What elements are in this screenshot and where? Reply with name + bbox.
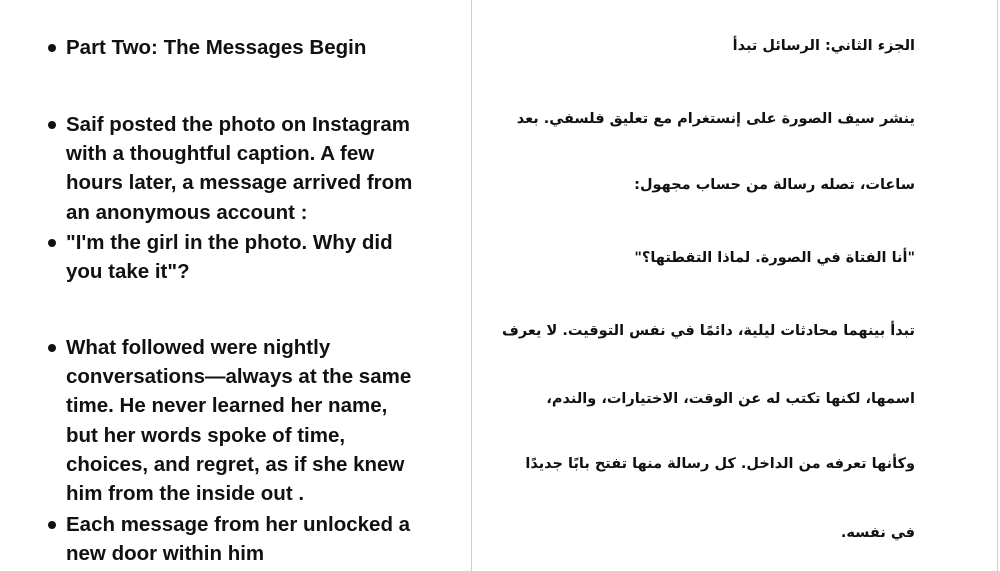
bullet-text: Saif posted the photo on Instagram with a thoughtful caption. A few hours later, a message arrived from an anonymous account : [66,113,413,224]
bullet-text: Part Two: The Messages Begin [66,36,367,59]
arabic-line: ساعات، تصله رسالة من حساب مجهول: [634,177,915,193]
bullet-item [48,228,451,286]
english-column [0,0,471,571]
arabic-line: في نفسه. [840,525,915,541]
bullet-dot [48,121,56,129]
bullet-dot [48,239,56,247]
page-edge [997,0,998,571]
arabic-line: "أنا الفتاة في الصورة. لماذا التقطتها؟" [634,250,915,266]
bullet-dot [48,44,56,52]
bullet-item [48,333,451,508]
arabic-line: تبدأ بينهما محادثات ليلية، دائمًا في نفس التوقيت. لا يعرف [502,323,915,339]
bullet-item [48,110,451,227]
arabic-line: اسمها، لكنها تكتب له عن الوقت، الاختيارات، والندم، [546,391,915,407]
bullet-text: Each message from her unlocked a new door within him [66,513,411,566]
arabic-column [472,0,997,571]
bullet-text: "I'm the girl in the photo. Why did you take it"? [66,231,393,284]
bullet-text: What followed were nightly conversations—always at the same time. He never learned her name, but her words spoke of time, choices, and regret, as if she knew him from the inside out . [66,336,412,506]
arabic-line: ينشر سيف الصورة على إنستغرام مع تعليق فلسفي. بعد [516,111,915,127]
bullet-item [48,510,451,568]
arabic-line: وكأنها تعرفه من الداخل. كل رسالة منها تفتح بابًا جديدًا [525,456,915,472]
arabic-line: الجزء الثاني: الرسائل تبدأ [732,38,915,54]
bullet-dot [48,344,56,352]
bullet-dot [48,521,56,529]
bullet-item [48,33,451,62]
